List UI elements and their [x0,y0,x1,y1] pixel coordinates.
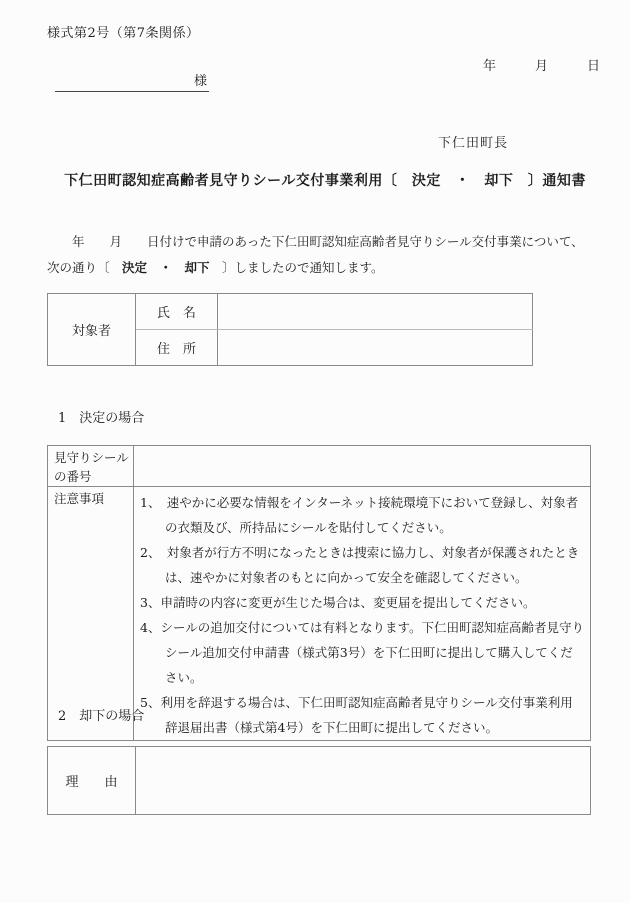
notes-label: 注意事項 [48,487,134,741]
intro-paragraph [47,229,595,281]
table-row [48,747,591,815]
note-item: 4、シールの追加交付については有料となります。下仁田町認知症高齢者見守りシール追加交付申請書（様式第3号）を下仁田町に提出して購入してください。 [140,620,584,685]
seal-number-label-line-2: の番号 [54,469,92,484]
rejection-table [47,746,591,815]
section-2-heading: 2 却下の場合 [58,709,145,724]
table-row [48,487,591,741]
form-number: 様式第2号（第7条関係） [47,26,200,41]
addressee-suffix: 様 [193,74,207,89]
subject-rowheader: 対象者 [48,294,136,366]
table-row [48,294,533,330]
note-item: 3、申請時の内容に変更が生じた場合は、変更届を提出してください。 [140,595,536,610]
note-item: 2、 対象者が行方不明になったときは捜索に協力し、対象者が保護されたときは、速やかに対象者のもとに向かって安全を確認してください。 [140,545,580,585]
seal-number-label [48,446,134,487]
decision-table [47,445,591,741]
note-item: 1、 速やかに必要な情報をインターネット接続環境下において登録し、対象者の衣類及び、所持品にシールを貼付してください。 [140,495,579,535]
reason-value-cell [136,747,591,815]
addressee-underline [55,70,209,92]
notes-list [134,487,591,741]
sender-name: 下仁田町長 [438,136,509,151]
table-row [48,446,591,487]
intro-line-2-post: 〕しましたので通知します。 [209,260,384,275]
intro-line-2-pre: 次の通り〔 [47,260,123,275]
address-label: 住 所 [136,330,218,366]
address-value-cell [218,330,533,366]
name-value-cell [218,294,533,330]
intro-line-1: 年 月 日付けで申請のあった下仁田町認知症高齢者見守りシール交付事業について、 [47,234,584,249]
subject-table [47,293,533,366]
intro-line-2 [47,255,595,281]
date-line: 年 月 日 [482,59,600,74]
section-1-heading: 1 決定の場合 [58,411,145,426]
decision-rejection-bold: 決定 ・ 却下 [122,260,210,275]
seal-number-label-line-1: 見守りシール [54,450,129,465]
name-label: 氏 名 [136,294,218,330]
reason-label: 理 由 [48,747,136,815]
seal-number-value-cell [134,446,591,487]
document-title: 下仁田町認知症高齢者見守りシール交付事業利用〔 決定 ・ 却下 〕通知書 [64,173,586,189]
note-item: 5、利用を辞退する場合は、下仁田町認知症高齢者見守りシール交付事業利用辞退届出書（様式第4号）を下仁田町に提出してください。 [140,695,573,735]
